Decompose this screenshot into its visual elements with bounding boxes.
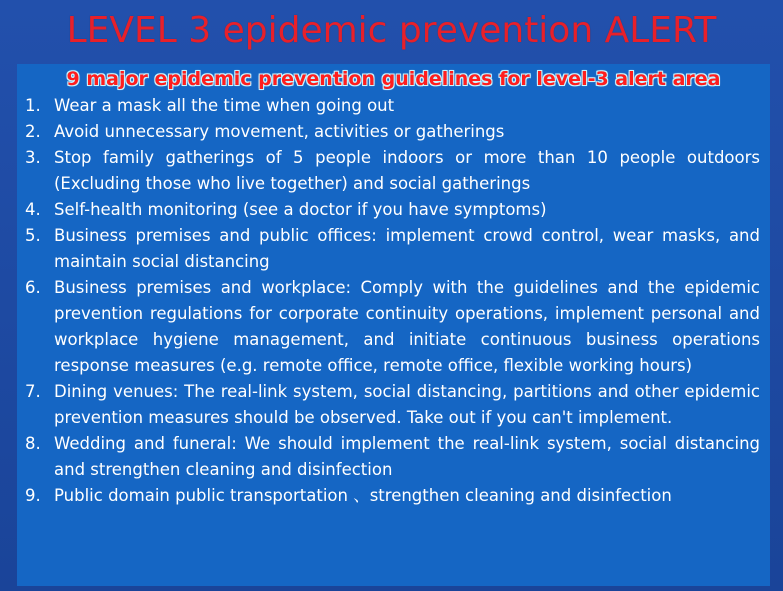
guideline-text: Self-health monitoring (see a doctor if you have symptoms) bbox=[54, 200, 547, 219]
guideline-text: Public domain public transportation 、strengthen cleaning and disinfection bbox=[54, 486, 672, 505]
guideline-number: 6. bbox=[25, 278, 41, 297]
guideline-text: Business premises and public offices: implement crowd control, wear masks, and maintain social distancing bbox=[54, 226, 760, 271]
guideline-item-3 bbox=[17, 145, 770, 197]
guideline-text: Stop family gatherings of 5 people indoors or more than 10 people outdoors (Excluding those who live together) and social gatherings bbox=[54, 148, 760, 193]
guidelines-panel bbox=[17, 64, 770, 586]
guideline-item-9 bbox=[17, 483, 770, 509]
guideline-item-8 bbox=[17, 431, 770, 483]
guideline-text: Business premises and workplace: Comply with the guidelines and the epidemic prevention regulations for corporate continuity operations, implement personal and workplace hygiene management, and initiate continuous business operations response measures (e.g. remote office, remote office, flexible working hours) bbox=[54, 278, 760, 375]
guideline-number: 3. bbox=[25, 148, 41, 167]
guideline-number: 2. bbox=[25, 122, 41, 141]
guideline-item-1 bbox=[17, 93, 770, 119]
guideline-item-2 bbox=[17, 119, 770, 145]
guideline-item-7 bbox=[17, 379, 770, 431]
guideline-item-5 bbox=[17, 223, 770, 275]
guideline-text: Wedding and funeral: We should implement the real-link system, social distancing and strengthen cleaning and disinfection bbox=[54, 434, 760, 479]
guideline-number: 5. bbox=[25, 226, 41, 245]
guideline-text: Dining venues: The real-link system, social distancing, partitions and other epidemic prevention measures should be observed. Take out if you can't implement. bbox=[54, 382, 760, 427]
guideline-item-4 bbox=[17, 197, 770, 223]
guideline-number: 7. bbox=[25, 382, 41, 401]
guideline-item-6 bbox=[17, 275, 770, 379]
guideline-number: 8. bbox=[25, 434, 41, 453]
guidelines-list bbox=[17, 93, 770, 509]
guideline-text: Wear a mask all the time when going out bbox=[54, 96, 395, 115]
page-title: LEVEL 3 epidemic prevention ALERT bbox=[66, 10, 717, 51]
guidelines-subtitle: 9 major epidemic prevention guidelines for level-3 alert area bbox=[66, 68, 721, 90]
guideline-number: 9. bbox=[25, 486, 41, 505]
guideline-text: Avoid unnecessary movement, activities or gatherings bbox=[54, 122, 505, 141]
guideline-number: 1. bbox=[25, 96, 41, 115]
guideline-number: 4. bbox=[25, 200, 41, 219]
